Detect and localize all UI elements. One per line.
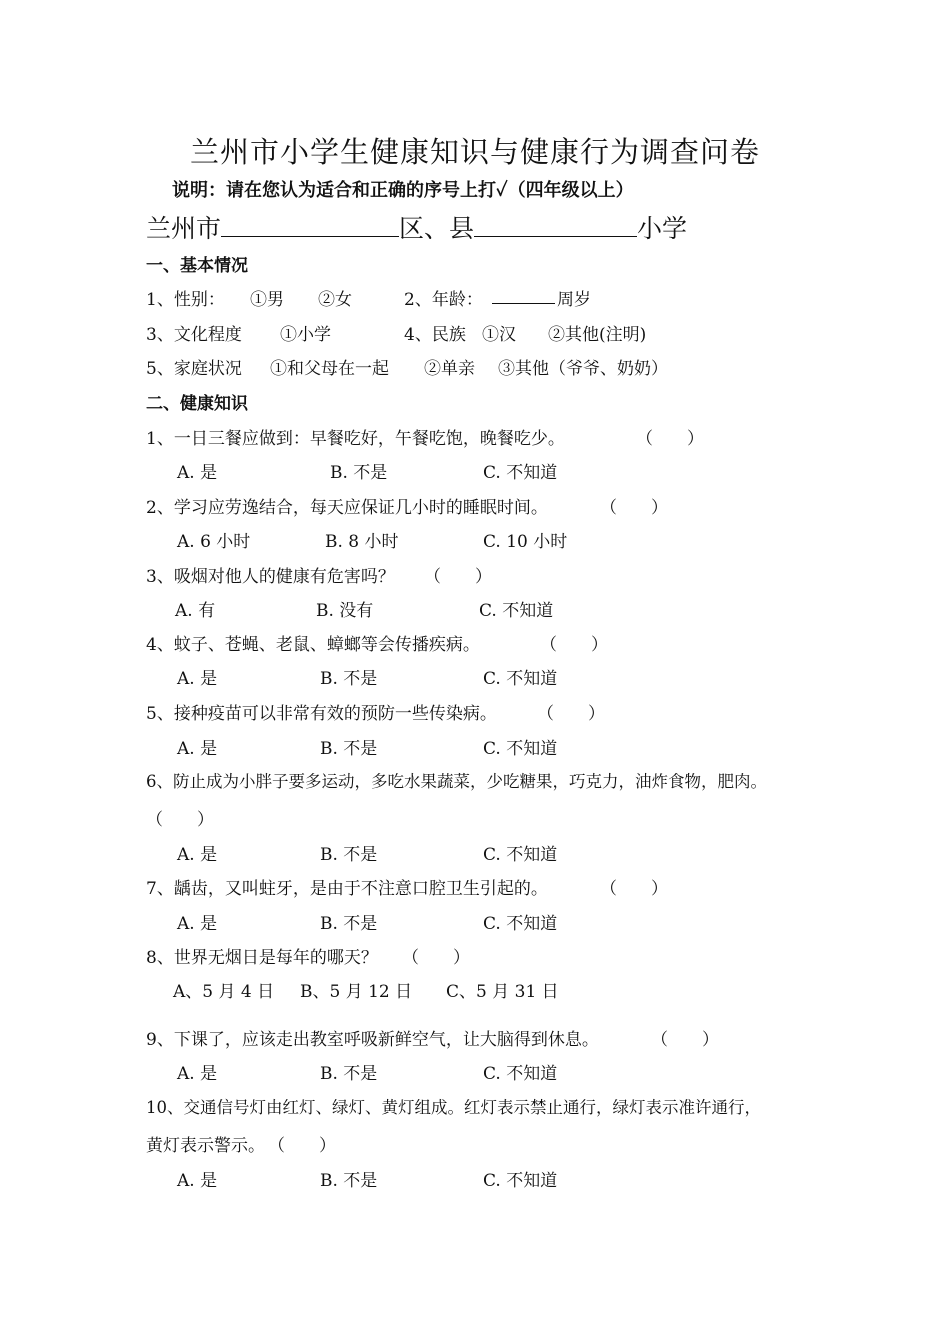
option-c[interactable]: C. 不知道 bbox=[483, 463, 558, 483]
instructions-note: 说明：请在您认为适合和正确的序号上打✓（四年级以上） bbox=[172, 180, 634, 201]
question-text: 2、学习应劳逸结合，每天应保证几小时的睡眠时间。 bbox=[146, 498, 548, 518]
answer-bracket[interactable]: （ ） bbox=[268, 1136, 336, 1156]
answer-bracket[interactable]: （ ） bbox=[600, 879, 668, 899]
school-blank[interactable] bbox=[474, 214, 637, 237]
answer-bracket[interactable]: （ ） bbox=[600, 498, 668, 518]
family-option-other[interactable]: ③其他（爷爷、奶奶） bbox=[498, 359, 668, 379]
question-text: 5、接种疫苗可以非常有效的预防一些传染病。 bbox=[146, 704, 497, 724]
question-text-continued: 黄灯表示警示。 bbox=[146, 1136, 265, 1156]
school-label: 小学 bbox=[637, 214, 688, 243]
option-c[interactable]: C. 不知道 bbox=[479, 601, 554, 621]
family-label: 5、家庭状况 bbox=[146, 359, 242, 379]
section-heading-knowledge: 二、健康知识 bbox=[146, 394, 248, 414]
district-blank[interactable] bbox=[221, 214, 399, 237]
option-c[interactable]: C. 不知道 bbox=[483, 914, 558, 934]
question-text: 10、交通信号灯由红灯、绿灯、黄灯组成。红灯表示禁止通行，绿灯表示准许通行， bbox=[146, 1098, 761, 1117]
option-c[interactable]: C. 不知道 bbox=[483, 669, 558, 689]
option-c[interactable]: C. 10 小时 bbox=[483, 532, 568, 552]
education-label: 3、文化程度 bbox=[146, 325, 242, 345]
option-b[interactable]: B. 不是 bbox=[330, 463, 388, 483]
question-text: 8、世界无烟日是每年的哪天？ bbox=[146, 948, 378, 968]
family-option-parents[interactable]: ①和父母在一起 bbox=[270, 359, 389, 379]
option-a[interactable]: A. 是 bbox=[177, 1064, 218, 1084]
option-b[interactable]: B. 不是 bbox=[320, 914, 378, 934]
option-a[interactable]: A. 是 bbox=[177, 1171, 218, 1191]
question-text: 3、吸烟对他人的健康有危害吗？ bbox=[146, 567, 395, 587]
option-b[interactable]: B. 不是 bbox=[320, 1171, 378, 1191]
option-b[interactable]: B. 不是 bbox=[320, 669, 378, 689]
option-b[interactable]: B. 不是 bbox=[320, 739, 378, 759]
answer-bracket[interactable]: （ ） bbox=[651, 1030, 719, 1050]
option-b[interactable]: B. 8 小时 bbox=[325, 532, 399, 552]
answer-bracket[interactable]: （ ） bbox=[537, 704, 605, 724]
option-c[interactable]: C. 不知道 bbox=[483, 845, 558, 865]
option-b[interactable]: B. 不是 bbox=[320, 845, 378, 865]
age-unit: 周岁 bbox=[557, 290, 591, 310]
ethnic-option-han[interactable]: ①汉 bbox=[482, 325, 516, 345]
option-a[interactable]: A. 6 小时 bbox=[177, 532, 251, 552]
option-a[interactable]: A、5 月 4 日 bbox=[173, 982, 275, 1002]
gender-label: 1、性别： bbox=[146, 290, 225, 310]
age-label: 2、年龄： bbox=[404, 290, 483, 310]
location-line bbox=[146, 209, 687, 245]
section-heading-basic: 一、基本情况 bbox=[146, 256, 248, 276]
family-option-single[interactable]: ②单亲 bbox=[424, 359, 475, 379]
option-a[interactable]: A. 是 bbox=[177, 739, 218, 759]
option-a[interactable]: A. 有 bbox=[175, 601, 216, 621]
option-b[interactable]: B. 不是 bbox=[320, 1064, 378, 1084]
option-a[interactable]: A. 是 bbox=[177, 914, 218, 934]
answer-bracket[interactable]: （ ） bbox=[636, 429, 704, 449]
option-c[interactable]: C. 不知道 bbox=[483, 739, 558, 759]
question-text: 7、龋齿，又叫蛀牙，是由于不注意口腔卫生引起的。 bbox=[146, 879, 548, 899]
answer-bracket[interactable]: （ ） bbox=[424, 567, 492, 587]
option-c[interactable]: C. 不知道 bbox=[483, 1171, 558, 1191]
gender-option-male[interactable]: ①男 bbox=[250, 290, 284, 310]
option-b[interactable]: B. 没有 bbox=[316, 601, 374, 621]
answer-bracket[interactable]: （ ） bbox=[146, 810, 214, 830]
ethnic-option-other[interactable]: ②其他(注明) bbox=[548, 325, 647, 345]
option-c[interactable]: C、5 月 31 日 bbox=[446, 982, 559, 1002]
option-a[interactable]: A. 是 bbox=[177, 463, 218, 483]
question-text: 6、防止成为小胖子要多运动，多吃水果蔬菜，少吃糖果，巧克力，油炸食物，肥肉。 bbox=[146, 772, 767, 791]
option-a[interactable]: A. 是 bbox=[177, 845, 218, 865]
option-c[interactable]: C. 不知道 bbox=[483, 1064, 558, 1084]
district-label: 区、县 bbox=[399, 214, 475, 243]
answer-bracket[interactable]: （ ） bbox=[540, 635, 608, 655]
question-text: 9、下课了，应该走出教室呼吸新鲜空气，让大脑得到休息。 bbox=[146, 1030, 599, 1050]
city-label: 兰州市 bbox=[146, 214, 222, 243]
ethnic-label: 4、民族 bbox=[404, 325, 466, 345]
answer-bracket[interactable]: （ ） bbox=[402, 948, 470, 968]
page-title: 兰州市小学生健康知识与健康行为调查问卷 bbox=[189, 135, 760, 169]
question-text: 1、一日三餐应做到：早餐吃好，午餐吃饱，晚餐吃少。 bbox=[146, 429, 565, 449]
option-a[interactable]: A. 是 bbox=[177, 669, 218, 689]
gender-option-female[interactable]: ②女 bbox=[318, 290, 352, 310]
age-blank[interactable] bbox=[492, 286, 555, 304]
question-text: 4、蚊子、苍蝇、老鼠、蟑螂等会传播疾病。 bbox=[146, 635, 480, 655]
education-option-primary[interactable]: ①小学 bbox=[280, 325, 331, 345]
option-b[interactable]: B、5 月 12 日 bbox=[300, 982, 413, 1002]
